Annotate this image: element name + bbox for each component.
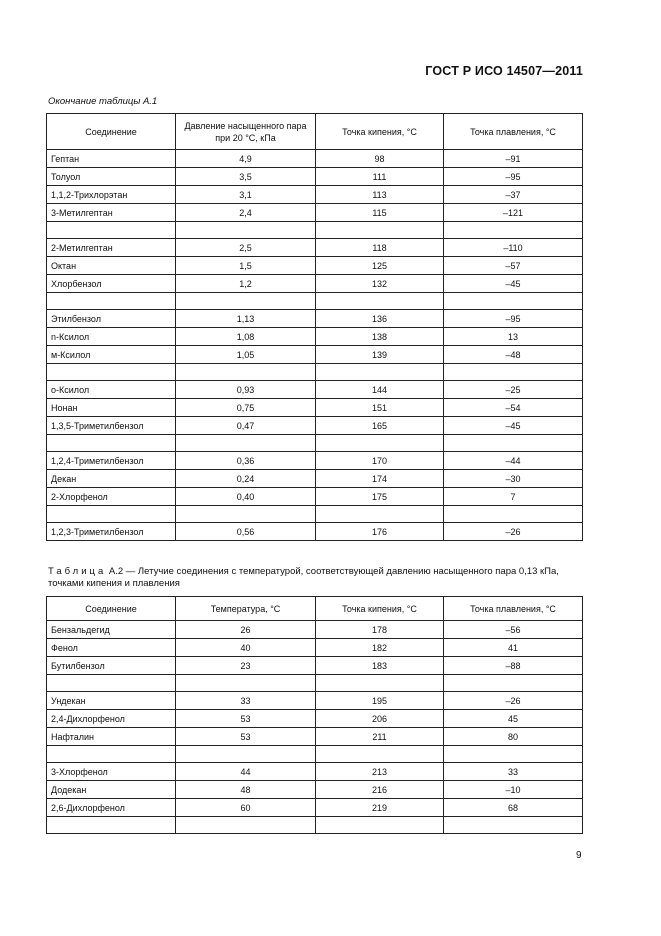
table-cell-value: –30 <box>444 470 583 488</box>
table-cell-value: 132 <box>316 275 444 293</box>
table-row <box>47 488 583 506</box>
table-cell-value: 33 <box>176 692 316 710</box>
table2-col-boiling-point: Точка кипения, °С <box>316 597 444 621</box>
table-cell-value: 33 <box>444 763 583 781</box>
table-empty-cell <box>316 293 444 310</box>
table-cell-value: 125 <box>316 257 444 275</box>
table-row <box>47 621 583 639</box>
table-cell-value: 175 <box>316 488 444 506</box>
table-cell-value: 206 <box>316 710 444 728</box>
table-cell-value: 165 <box>316 417 444 435</box>
table-cell-value: 211 <box>316 728 444 746</box>
table-row <box>47 763 583 781</box>
table-cell-compound: 2,4-Дихлорфенол <box>47 710 176 728</box>
table-empty-cell <box>47 364 176 381</box>
table-cell-value: 151 <box>316 399 444 417</box>
table-cell-value: 0,75 <box>176 399 316 417</box>
table-cell-compound: о-Ксилол <box>47 381 176 399</box>
table1-header-row <box>47 114 583 150</box>
table-cell-value: –45 <box>444 417 583 435</box>
table-row <box>47 186 583 204</box>
table-row <box>47 204 583 222</box>
table-cell-compound: Нафталин <box>47 728 176 746</box>
table-cell-value: –45 <box>444 275 583 293</box>
table-cell-value: 0,56 <box>176 523 316 541</box>
table-cell-value: –110 <box>444 239 583 257</box>
table2-caption <box>48 566 588 590</box>
table-empty-cell <box>316 675 444 692</box>
table1-caption: Окончание таблицы А.1 <box>48 96 158 107</box>
table-cell-value: 1,08 <box>176 328 316 346</box>
table-cell-value: 41 <box>444 639 583 657</box>
table-empty-cell <box>316 746 444 763</box>
table-empty-cell <box>47 435 176 452</box>
table-cell-compound: Ундекан <box>47 692 176 710</box>
table-cell-value: 111 <box>316 168 444 186</box>
table-empty-cell <box>444 222 583 239</box>
table-row <box>47 523 583 541</box>
table-cell-value: 139 <box>316 346 444 364</box>
table-cell-value: –10 <box>444 781 583 799</box>
table-cell-value: 113 <box>316 186 444 204</box>
table-cell-compound: 2,6-Дихлорфенол <box>47 799 176 817</box>
table-cell-value: –26 <box>444 692 583 710</box>
table2-body <box>47 621 583 834</box>
table-empty-cell <box>176 293 316 310</box>
table-empty-cell <box>444 746 583 763</box>
table-row <box>47 470 583 488</box>
table-cell-value: 3,5 <box>176 168 316 186</box>
table-cell-value: –91 <box>444 150 583 168</box>
table-cell-value: 2,4 <box>176 204 316 222</box>
table-cell-compound: 1,2,3-Триметилбензол <box>47 523 176 541</box>
table-empty-cell <box>176 435 316 452</box>
table-empty-cell <box>176 364 316 381</box>
table-cell-value: 13 <box>444 328 583 346</box>
table-cell-value: 48 <box>176 781 316 799</box>
table-cell-value: –44 <box>444 452 583 470</box>
table-cell-compound: 1,2,4-Триметилбензол <box>47 452 176 470</box>
table-cell-compound: Этилбензол <box>47 310 176 328</box>
table-row <box>47 657 583 675</box>
table-cell-value: 195 <box>316 692 444 710</box>
table-cell-compound: 1,1,2-Трихлорэтан <box>47 186 176 204</box>
table-cell-value: –121 <box>444 204 583 222</box>
table-row <box>47 639 583 657</box>
table-cell-value: 80 <box>444 728 583 746</box>
table-row <box>47 257 583 275</box>
table-cell-value: 0,47 <box>176 417 316 435</box>
table-cell-value: 26 <box>176 621 316 639</box>
table-cell-compound: 1,3,5-Триметилбензол <box>47 417 176 435</box>
table-empty-cell <box>176 506 316 523</box>
table-cell-compound: м-Ксилол <box>47 346 176 364</box>
table-cell-value: 213 <box>316 763 444 781</box>
table1-col-melting-point: Точка плавления, °С <box>444 114 583 150</box>
table-cell-compound: Октан <box>47 257 176 275</box>
table-cell-value: 1,5 <box>176 257 316 275</box>
document-header: ГОСТ Р ИСО 14507—2011 <box>425 64 583 78</box>
table-cell-value: 1,05 <box>176 346 316 364</box>
table-empty-cell <box>176 746 316 763</box>
table-empty-cell <box>444 817 583 834</box>
table-row <box>47 452 583 470</box>
table-cell-value: 44 <box>176 763 316 781</box>
table-row <box>47 150 583 168</box>
table-row <box>47 239 583 257</box>
table-cell-value: –95 <box>444 168 583 186</box>
table-cell-value: 136 <box>316 310 444 328</box>
table2-caption-label: Таблица <box>48 566 107 577</box>
table-cell-value: 176 <box>316 523 444 541</box>
table-cell-value: –95 <box>444 310 583 328</box>
table-empty-cell <box>316 506 444 523</box>
table-empty-cell <box>316 435 444 452</box>
table-cell-value: 118 <box>316 239 444 257</box>
table-cell-compound: Нонан <box>47 399 176 417</box>
table-cell-value: 53 <box>176 710 316 728</box>
table-cell-value: 1,13 <box>176 310 316 328</box>
table-cell-value: 0,36 <box>176 452 316 470</box>
table-cell-value: 183 <box>316 657 444 675</box>
table-empty-cell <box>316 222 444 239</box>
table-row <box>47 310 583 328</box>
table1 <box>46 113 583 541</box>
table-cell-value: 68 <box>444 799 583 817</box>
table-cell-value: 138 <box>316 328 444 346</box>
table-cell-value: 0,40 <box>176 488 316 506</box>
table-empty-cell <box>176 222 316 239</box>
table-row <box>47 692 583 710</box>
table-empty-cell <box>316 364 444 381</box>
table-cell-value: 23 <box>176 657 316 675</box>
table1-col-vapor-pressure: Давление насыщенного пара при 20 °С, кПа <box>176 114 316 150</box>
table-empty-cell <box>47 222 176 239</box>
table-empty-cell <box>176 675 316 692</box>
table-cell-compound: Додекан <box>47 781 176 799</box>
table-empty-cell <box>47 746 176 763</box>
table-cell-value: –37 <box>444 186 583 204</box>
table-cell-value: –57 <box>444 257 583 275</box>
table-cell-value: 115 <box>316 204 444 222</box>
table-cell-value: –26 <box>444 523 583 541</box>
table-empty-cell <box>444 435 583 452</box>
table-cell-value: 182 <box>316 639 444 657</box>
table-row <box>47 275 583 293</box>
table-cell-value: 3,1 <box>176 186 316 204</box>
table-cell-compound: 3-Метилгептан <box>47 204 176 222</box>
table-cell-value: –88 <box>444 657 583 675</box>
table-cell-compound: 3-Хлорфенол <box>47 763 176 781</box>
table-cell-compound: Бутилбензол <box>47 657 176 675</box>
table-spacer-row <box>47 675 583 692</box>
table-cell-compound: 2-Хлорфенол <box>47 488 176 506</box>
table-cell-value: –56 <box>444 621 583 639</box>
table-cell-value: 98 <box>316 150 444 168</box>
table-cell-compound: Бензальдегид <box>47 621 176 639</box>
table-cell-compound: Гептан <box>47 150 176 168</box>
table-cell-compound: Декан <box>47 470 176 488</box>
table-empty-cell <box>444 506 583 523</box>
table-cell-compound: n-Ксилол <box>47 328 176 346</box>
table-cell-value: –54 <box>444 399 583 417</box>
table-spacer-row <box>47 817 583 834</box>
table-row <box>47 399 583 417</box>
table-row <box>47 710 583 728</box>
table-cell-value: 174 <box>316 470 444 488</box>
table1-col-boiling-point: Точка кипения, °С <box>316 114 444 150</box>
table2 <box>46 596 583 834</box>
table-row <box>47 799 583 817</box>
table-empty-cell <box>47 675 176 692</box>
table-cell-compound: Фенол <box>47 639 176 657</box>
table1-body <box>47 150 583 541</box>
table-cell-compound: 2-Метилгептан <box>47 239 176 257</box>
table2-col-melting-point: Точка плавления, °С <box>444 597 583 621</box>
table-cell-value: 45 <box>444 710 583 728</box>
table-empty-cell <box>47 293 176 310</box>
table-empty-cell <box>316 817 444 834</box>
table-cell-value: 0,24 <box>176 470 316 488</box>
table-cell-compound: Толуол <box>47 168 176 186</box>
table-spacer-row <box>47 506 583 523</box>
table-row <box>47 168 583 186</box>
table-cell-value: 40 <box>176 639 316 657</box>
table-empty-cell <box>47 817 176 834</box>
table-empty-cell <box>444 364 583 381</box>
table-spacer-row <box>47 222 583 239</box>
table-cell-value: 216 <box>316 781 444 799</box>
table-cell-value: 178 <box>316 621 444 639</box>
table-row <box>47 417 583 435</box>
table-cell-value: 144 <box>316 381 444 399</box>
table-cell-value: 53 <box>176 728 316 746</box>
table-empty-cell <box>444 293 583 310</box>
table-spacer-row <box>47 746 583 763</box>
table-spacer-row <box>47 435 583 452</box>
table-cell-value: –48 <box>444 346 583 364</box>
table2-caption-text: А.2 — Летучие соединения с температурой, соответствующей давлению насыщенного пара 0,13 кПа, точками кипения и плавления <box>48 566 559 589</box>
table-cell-compound: Хлорбензол <box>47 275 176 293</box>
table-cell-value: 2,5 <box>176 239 316 257</box>
table-empty-cell <box>444 675 583 692</box>
table-spacer-row <box>47 293 583 310</box>
table-row <box>47 781 583 799</box>
table-row <box>47 381 583 399</box>
table-cell-value: –25 <box>444 381 583 399</box>
table-cell-value: 7 <box>444 488 583 506</box>
table-spacer-row <box>47 364 583 381</box>
table-cell-value: 0,93 <box>176 381 316 399</box>
table2-col-temperature: Температура, °С <box>176 597 316 621</box>
table-cell-value: 4,9 <box>176 150 316 168</box>
table2-header-row <box>47 597 583 621</box>
table1-col-compound: Соединение <box>47 114 176 150</box>
table-row <box>47 728 583 746</box>
table-cell-value: 60 <box>176 799 316 817</box>
table2-col-compound: Соединение <box>47 597 176 621</box>
page-number: 9 <box>576 850 582 861</box>
table-cell-value: 219 <box>316 799 444 817</box>
table-row <box>47 328 583 346</box>
table-cell-value: 1,2 <box>176 275 316 293</box>
table-row <box>47 346 583 364</box>
table-empty-cell <box>176 817 316 834</box>
table-empty-cell <box>47 506 176 523</box>
table-cell-value: 170 <box>316 452 444 470</box>
